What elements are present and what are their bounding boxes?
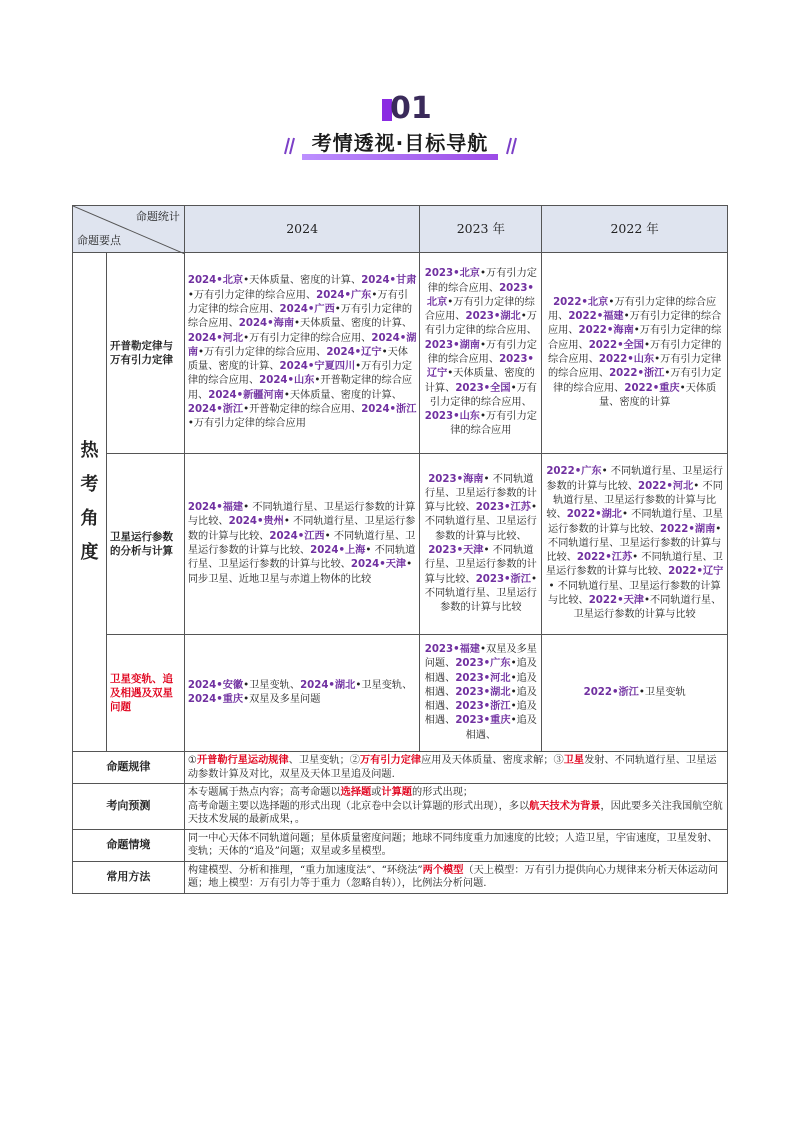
text-run: •万有引力定律的综合应用、 (547, 296, 717, 323)
cell-2022 (542, 253, 728, 454)
exam-source: 2024•江西 (269, 530, 325, 542)
text-run: •万有引力定律的综合应用、 (427, 268, 537, 294)
exam-source: 2023•山东 (424, 411, 480, 423)
text-run: •万有引力定律的综合应用、 (198, 346, 327, 358)
text-run: • 不同轨道行星、卫星运行参数的计算与比较、 (547, 509, 723, 535)
text-run: 的形式出现； (411, 787, 474, 798)
text-run: ，因此要多关注我国航空航天技术发展的最新成果，。 (187, 800, 723, 825)
table-row (73, 253, 728, 454)
key-term: 开普勒行星运动规律 (197, 755, 289, 766)
key-term: 卫星 (563, 755, 585, 766)
summary-label: 常用方法 (73, 861, 185, 893)
exam-source: 2024•甘肃 (361, 275, 417, 287)
exam-source: 2024•安徽 (187, 679, 244, 691)
text-run: •追及相遇、 (424, 658, 537, 684)
text-run: •万有引力定律的综合应用 (450, 411, 537, 437)
topic-cell: 卫星运行参数的分析与计算 (106, 454, 184, 635)
exam-source: 2024•新疆河南 (208, 389, 284, 401)
text-run: 应用及天体质量、密度求解；③ (421, 755, 564, 766)
key-term: 选择题 (340, 787, 372, 798)
exam-source: 2024•宁夏四川 (279, 361, 356, 373)
text-run: •万有引力定律的综合应用、 (243, 332, 372, 344)
text-run: •万有引力定律的综合应用、 (553, 368, 722, 394)
cell-2024 (184, 454, 420, 635)
year-header-2023: 2023 年 (420, 206, 542, 253)
text-run: • 不同轨道行星、卫星运行参数的计算与比较、 (546, 523, 722, 564)
exam-source: 2022•江苏 (576, 552, 633, 564)
exam-source: 2022•福建 (568, 311, 624, 323)
exam-source: 2023•河北 (455, 672, 511, 684)
exam-source: 2022•全国 (588, 339, 644, 351)
exam-source: 2023•湖南 (424, 339, 480, 351)
slash-decoration-icon (282, 135, 296, 155)
summary-row (73, 829, 728, 861)
section-number: 01 (390, 91, 432, 126)
exam-source: 2022•浙江 (583, 686, 639, 698)
exam-source: 2024•重庆 (187, 694, 244, 705)
exam-source: 2024•山东 (259, 375, 315, 387)
exam-source: 2023•福建 (424, 643, 480, 655)
text-run: •天体质量、密度的计算、 (187, 346, 408, 373)
text-run: •双星及多星问题、 (424, 643, 537, 670)
text-run: •万有引力定律的综合应用、 (547, 354, 722, 380)
cell-2022 (542, 454, 728, 635)
text-run: •万有引力定律的综合应用、 (547, 325, 722, 351)
summary-row (73, 861, 728, 893)
exam-source: 2024•天津 (350, 559, 407, 571)
text-run: •万有引力定律的综合应用、 (424, 311, 537, 337)
summary-content (184, 861, 727, 893)
text-run: • 不同轨道行星、卫星运行参数的计算与比较、 (187, 545, 416, 571)
section-title-banner (282, 127, 518, 161)
exam-source: 2024•湖北 (300, 679, 356, 691)
text-run: •不同轨道行星、卫星运行参数的计算与比较 (573, 595, 722, 621)
table-row (73, 635, 728, 752)
hot-topics-label: 热 考 角 度 (73, 253, 107, 752)
text-run: •万有引力定律的综合应用、 (424, 296, 535, 323)
text-run: •开普勒定律的综合应用、 (243, 404, 362, 416)
text-run: •追及相遇、 (424, 672, 537, 698)
exam-source: 2023•天津 (428, 545, 484, 556)
text-run: • 不同轨道行星、卫星运行参数的计算与比较、 (424, 545, 537, 585)
text-run: •万有引力定律的综合应用、 (187, 303, 413, 330)
exam-source: 2024•广西 (279, 303, 335, 315)
text-run: •天体质量、密度的计算、 (294, 318, 413, 330)
table-header-row (73, 206, 728, 253)
text-run: •卫星变轨 (638, 686, 686, 698)
text-run: • 不同轨道行星、卫星运行参数的计算与比较、 (547, 580, 721, 607)
exam-source: 2023•江苏 (475, 502, 531, 514)
exam-source: 2023•浙江 (455, 701, 511, 713)
text-run: •万有引力定律的综合应用、 (187, 289, 408, 315)
section-number-badge (374, 91, 432, 127)
text-run: •双星及多星问题 (243, 694, 321, 705)
text-run: •天体质量、密度的计算 (598, 382, 717, 408)
exam-source: 2022•北京 (553, 296, 609, 308)
text-run: • 不同轨道行星、卫星运行参数的计算与比较、 (545, 552, 723, 578)
exam-source: 2023•浙江 (475, 573, 531, 585)
exam-source: 2023•北京 (424, 268, 480, 280)
exam-source: 2022•重庆 (624, 382, 680, 394)
cell-2024 (184, 635, 420, 752)
text-run: •天体质量、密度的计算、 (243, 275, 362, 287)
text-run: •万有引力定律的综合应用、 (427, 339, 537, 365)
exam-source: 2023•全国 (455, 382, 511, 394)
text-run: •追及相遇、 (424, 701, 537, 727)
text-run: •卫星变轨、 (355, 679, 413, 691)
exam-source: 2024•辽宁 (326, 346, 382, 358)
text-run: •同步卫星、近地卫星与赤道上物体的比较 (187, 559, 413, 585)
exam-source: 2022•湖北 (566, 509, 622, 521)
exam-source: 2022•辽宁 (668, 566, 724, 578)
text-run: •追及相遇、 (424, 686, 537, 713)
exam-source: 2022•天津 (588, 595, 644, 607)
text-run: •万有引力定律的综合应用、 (429, 382, 537, 408)
exam-source: 2022•山东 (598, 354, 655, 365)
exam-source: 2022•海南 (578, 325, 634, 337)
topic-cell: 开普勒定律与万有引力定律 (106, 253, 184, 454)
key-term: 航天技术为背景 (529, 800, 601, 812)
corner-top-label: 命题统计 (135, 210, 180, 223)
year-header-2024: 2024 (184, 206, 420, 253)
text-run: •卫星变轨、 (243, 679, 301, 691)
text-run: （天上模型：万有引力提供向心力规律来分析天体运动问题；地上模型：万有引力等于重力（忽略自转）），比例法分析问题. (187, 864, 719, 889)
summary-label: 命题规律 (73, 752, 185, 784)
summary-content (184, 752, 727, 784)
text-run: •万有引力定律的综合应用、 (547, 339, 722, 365)
cell-2023 (420, 253, 542, 454)
exam-source: 2024•浙江 (361, 404, 417, 416)
exam-source: 2023•重庆 (455, 715, 511, 727)
exam-source: 2024•上海 (310, 545, 366, 556)
key-term: 计算题 (381, 787, 412, 798)
exam-source: 2023•北京 (426, 282, 534, 308)
section-title: 考情透视·目标导航 (311, 131, 489, 155)
year-header-2022: 2022 年 (542, 206, 728, 253)
exam-source: 2023•湖北 (455, 686, 511, 698)
exam-source: 2024•浙江 (187, 404, 244, 416)
text-run: •追及相遇、 (465, 715, 537, 741)
summary-label: 考向预测 (73, 784, 185, 830)
summary-row (73, 752, 728, 784)
exam-source: 2024•海南 (238, 318, 295, 330)
exam-source: 2023•湖北 (465, 311, 521, 323)
exam-source: 2022•广东 (546, 466, 602, 478)
text-run: •万有引力定律的综合应用、 (187, 289, 317, 301)
exam-source: 2023•辽宁 (426, 354, 534, 380)
cell-2023 (420, 454, 542, 635)
exam-source: 2024•北京 (187, 275, 244, 287)
key-term: 两个模型 (422, 864, 464, 876)
exam-source: 2024•广东 (316, 289, 372, 301)
cell-2022 (542, 635, 728, 752)
text-run: 构建模型、分析和推理，“重力加速度法”、“环绕法” (187, 864, 423, 876)
summary-label: 命题情境 (73, 829, 185, 861)
exam-source: 2024•河北 (187, 332, 244, 344)
text-run: •万有引力定律的综合应用、 (547, 311, 722, 337)
exam-source: 2024•贵州 (228, 516, 284, 528)
text-run: 、卫星变轨；② (288, 755, 360, 766)
text-run: • 不同轨道行星、卫星运行参数的计算与比较、 (424, 502, 537, 542)
text-run: •开普勒定律的综合应用、 (187, 375, 413, 401)
key-term: 万有引力定律 (360, 755, 422, 766)
text-run: •万有引力定律的综合应用 (187, 418, 306, 430)
text-run: ① (187, 755, 197, 766)
text-run: •天体质量、密度的计算、 (283, 389, 402, 401)
text-run: •万有引力定律的综合应用、 (187, 361, 413, 387)
text-run: • 不同轨道行星、卫星运行参数的计算与比较、 (546, 466, 723, 492)
text-run: 同一中心天体不同轨道问题；星体质量密度问题；地球不同纬度重力加速度的比较；人造卫星，宇宙速度，卫星发射、变轨；天体的“追及”问题；双星或多星模型。 (187, 832, 718, 857)
cell-2024 (184, 253, 420, 454)
exam-analysis-table (72, 205, 728, 894)
slash-decoration-icon (504, 135, 518, 155)
text-run: 或 (371, 787, 382, 798)
text-run: • 不同轨道行星、卫星运行参数的计算与比较 (424, 573, 537, 614)
text-run: 本专题属于热点内容；高考命题以 (187, 787, 341, 798)
summary-content (184, 784, 727, 830)
exam-source: 2024•湖南 (187, 332, 417, 358)
text-run: • 不同轨道行星、卫星运行参数的计算与比较、 (187, 502, 416, 528)
corner-bottom-label: 命题要点 (77, 233, 121, 247)
text-run: 发射、不同轨道行星、卫星运动参数计算及对比，双星及天体卫星追及问题. (187, 755, 717, 780)
exam-source: 2022•浙江 (609, 368, 665, 380)
text-run: •天体质量、密度的计算、 (424, 368, 535, 394)
text-run: 高考命题主要以选择题的形式出现（北京卷中会以计算题的形式出现），多以 (187, 800, 530, 812)
exam-source: 2023•广东 (455, 658, 511, 670)
text-run: • 不同轨道行星、卫星运行参数的计算与比较、 (424, 473, 537, 514)
exam-source: 2022•湖南 (660, 523, 716, 535)
text-run: • 不同轨道行星、卫星运行参数的计算与比较、 (187, 516, 416, 542)
summary-content (184, 829, 727, 861)
table-row (73, 454, 728, 635)
table-corner-cell (73, 206, 185, 253)
exam-source: 2024•福建 (187, 502, 244, 514)
text-run: • 不同轨道行星、卫星运行参数的计算与比较、 (187, 530, 416, 556)
cell-2023 (420, 635, 542, 752)
exam-source: 2023•海南 (428, 473, 484, 485)
text-run: • 不同轨道行星、卫星运行参数的计算与比较、 (546, 480, 723, 521)
summary-row (73, 784, 728, 830)
topic-cell: 卫星变轨、追及相遇及双星问题 (106, 635, 184, 752)
exam-source: 2022•河北 (638, 480, 694, 492)
